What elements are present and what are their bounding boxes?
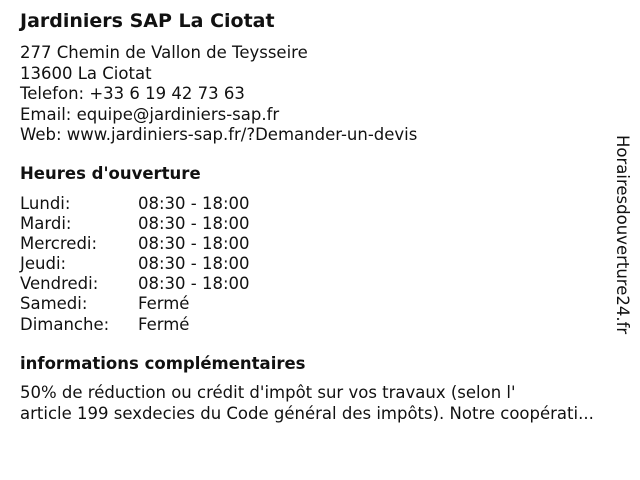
opening-hours-heading: Heures d'ouverture — [20, 164, 201, 183]
day-hours: Fermé — [138, 314, 190, 334]
address-line-1: 277 Chemin de Vallon de Teysseire — [20, 43, 308, 62]
day-label: Dimanche: — [20, 314, 110, 334]
contact-block — [20, 43, 417, 146]
additional-info-heading: informations complémentaires — [20, 354, 306, 373]
day-hours: Fermé — [138, 294, 190, 314]
day-label: Mercredi: — [20, 234, 98, 254]
phone-line: Telefon: +33 6 19 42 73 63 — [20, 84, 245, 103]
info-line-1: 50% de réduction ou crédit d'impôt sur vos travaux (selon l' — [20, 383, 516, 402]
site-watermark: Horairesdouverture24.fr — [613, 135, 632, 335]
day-hours: 08:30 - 18:00 — [138, 274, 250, 294]
day-label: Lundi: — [20, 194, 71, 213]
additional-info-text — [20, 383, 594, 424]
day-label: Samedi: — [20, 294, 88, 314]
day-label: Mardi: — [20, 214, 72, 234]
day-hours: 08:30 - 18:00 — [138, 254, 250, 274]
business-name: Jardiniers SAP La Ciotat — [20, 10, 275, 32]
address-line-2: 13600 La Ciotat — [20, 63, 152, 83]
day-hours: 08:30 - 18:00 — [138, 194, 250, 213]
day-hours: 08:30 - 18:00 — [138, 234, 250, 254]
web-line: Web: www.jardiniers-sap.fr/?Demander-un-devis — [20, 125, 418, 144]
info-line-2: article 199 sexdecies du Code général des impôts). Notre coopérati... — [20, 403, 594, 423]
day-label: Jeudi: — [20, 254, 67, 274]
day-hours: 08:30 - 18:00 — [138, 214, 250, 234]
day-label: Vendredi: — [20, 274, 99, 294]
email-line: Email: equipe@jardiniers-sap.fr — [20, 104, 280, 124]
